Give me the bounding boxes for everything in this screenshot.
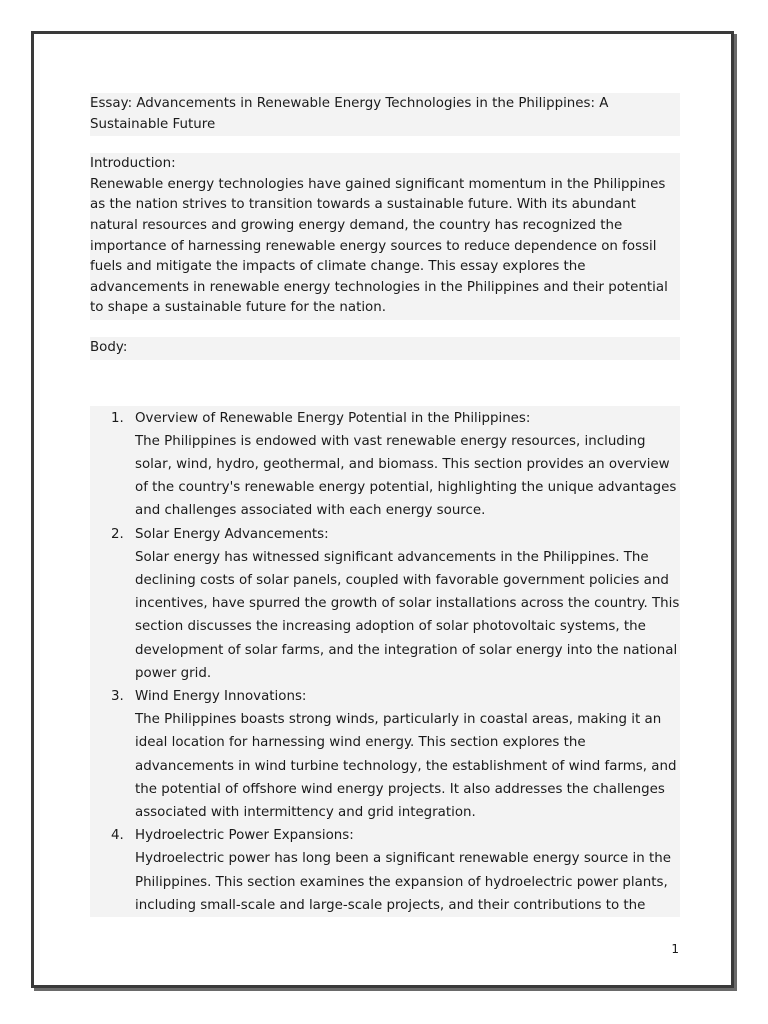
introduction-section <box>90 153 680 320</box>
list-item <box>90 685 680 824</box>
essay-title: Essay: Advancements in Renewable Energy Technologies in the Philippines: A Sustainable Future <box>90 93 680 136</box>
document-page <box>31 31 734 988</box>
list-item-number: 4. <box>111 828 124 844</box>
list-item-title: Wind Energy Innovations: <box>135 688 307 704</box>
list-item-title: Overview of Renewable Energy Potential in the Philippines: <box>135 410 531 426</box>
list-item-number: 1. <box>111 410 124 426</box>
page-content <box>90 93 680 917</box>
list-item-text: Hydroelectric power has long been a significant renewable energy source in the Philippines. This section examines the expansion of hydroelectric power plants, including small-scale and large-scale projects, and their contributions to the <box>135 851 671 913</box>
list-item-text: Solar energy has witnessed significant advancements in the Philippines. The declining costs of solar panels, coupled with favorable government policies and incentives, have spurred the growth of solar installations across the country. This section discusses the increasing adoption of solar photovoltaic systems, the development of solar farms, and the integration of solar energy into the national power grid. <box>135 549 680 681</box>
introduction-text: Renewable energy technologies have gained significant momentum in the Philippines as the nation strives to transition towards a sustainable future. With its abundant natural resources and growing energy demand, the country has recognized the importance of harnessing renewable energy sources to reduce dependence on fossil fuels and mitigate the impacts of climate change. This essay explores the advancements in renewable energy technologies in the Philippines and their potential to shape a sustainable future for the nation. <box>90 176 668 316</box>
list-item-text: The Philippines is endowed with vast renewable energy resources, including solar, wind, hydro, geothermal, and biomass. This section provides an overview of the country's renewable energy potential, highlighting the unique advantages and challenges associated with each energy source. <box>135 433 677 519</box>
list-item-number: 3. <box>111 688 124 704</box>
page-number: 1 <box>671 942 679 956</box>
introduction-heading: Introduction: <box>90 156 176 172</box>
list-item <box>90 824 680 917</box>
list-item <box>90 523 680 685</box>
list-item <box>90 407 680 523</box>
body-heading: Body: <box>90 337 680 360</box>
list-item-title: Hydroelectric Power Expansions: <box>135 828 354 844</box>
sections-list <box>90 406 680 917</box>
list-item-text: The Philippines boasts strong winds, particularly in coastal areas, making it an ideal location for harnessing wind energy. This section explores the advancements in wind turbine technology, the establishment of wind farms, and the potential of offshore wind energy projects. It also addresses the challenges associated with intermittency and grid integration. <box>135 712 677 820</box>
list-item-title: Solar Energy Advancements: <box>135 526 329 542</box>
list-item-number: 2. <box>111 526 124 542</box>
